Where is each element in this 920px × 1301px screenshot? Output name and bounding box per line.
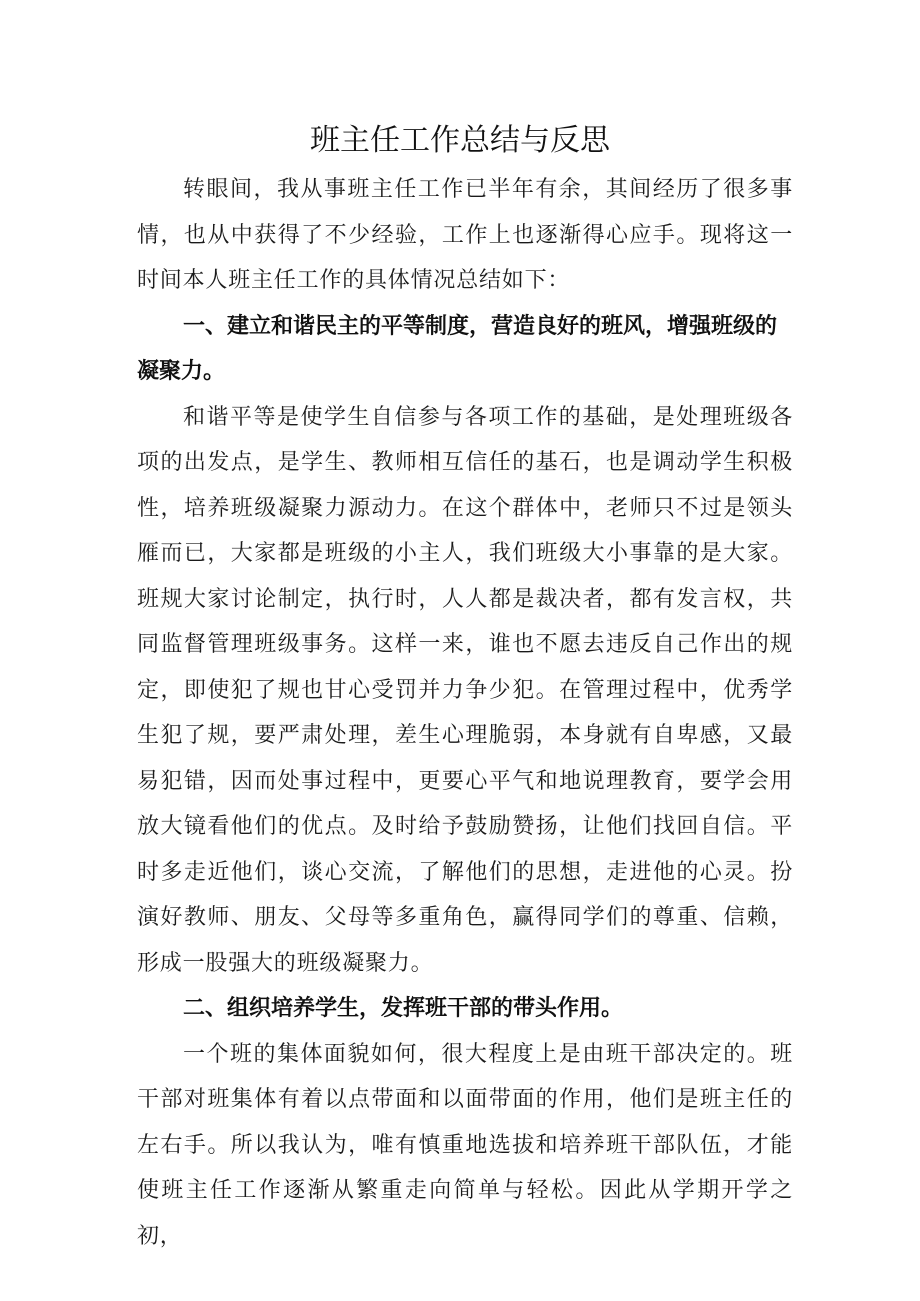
intro-paragraph: 转眼间，我从事班主任工作已半年有余，其间经历了很多事情，也从中获得了不少经验，工作上也逐渐得心应手。现将这一时间本人班主任工作的具体情况总结如下： bbox=[137, 177, 793, 293]
section-heading-2: 二、组织培养学生，发挥班干部的带头作用。 bbox=[183, 996, 624, 1021]
section-1-paragraph: 和谐平等是使学生自信参与各项工作的基础，是处理班级各项的出发点，是学生、教师相互信任的基石，也是调动学生积极性，培养班级凝聚力源动力。在这个群体中，老师只不过是领头雁而已，大家都是班级的小主人，我们班级大小事靠的是大家。班规大家讨论制定，执行时，人人都是裁决者，都有发言权，共同监督管理班级事务。这样一来，谁也不愿去违反自己作出的规定，即使犯了规也甘心受罚并力争少犯。在管理过程中，优秀学生犯了规，要严肃处理，差生心理脆弱，本身就有自卑感，又最易犯错，因而处事过程中，更要心平气和地说理教育，要学会用放大镜看他们的优点。及时给予鼓励赞扬，让他们找回自信。平时多走近他们，谈心交流，了解他们的思想，走进他的心灵。扮演好教师、朋友、父母等多重角色，赢得同学们的尊重、信赖，形成一股强大的班级凝聚力。 bbox=[137, 404, 793, 976]
document-body bbox=[137, 167, 793, 1259]
section-heading-1: 一、建立和谐民主的平等制度，营造良好的班风，增强班级的凝聚力。 bbox=[137, 313, 778, 384]
section-2-paragraph: 一个班的集体面貌如何，很大程度上是由班干部决定的。班干部对班集体有着以点带面和以面带面的作用，他们是班主任的左右手。所以我认为，唯有慎重地选拔和培养班干部队伍，才能使班主任工作逐渐从繁重走向简单与轻松。因此从学期开学之初， bbox=[137, 1041, 793, 1249]
document-title: 班主任工作总结与反思 bbox=[310, 123, 610, 158]
